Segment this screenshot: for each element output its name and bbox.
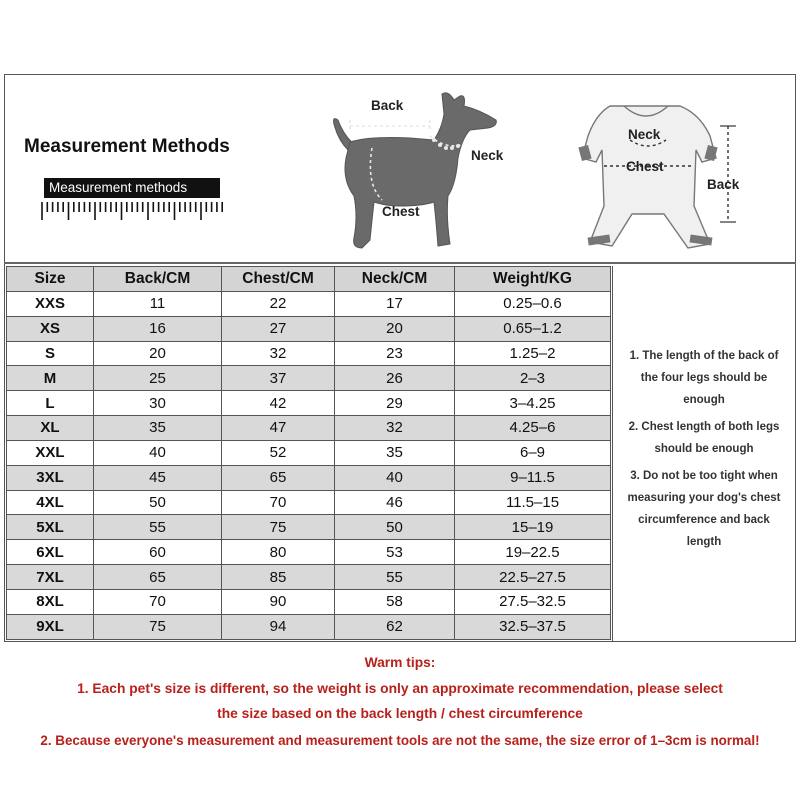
table-cell: 23	[335, 341, 455, 366]
table-cell: 75	[222, 515, 335, 540]
column-header: Chest/CM	[222, 267, 335, 292]
note-line: length	[686, 536, 722, 548]
table-cell: 40	[335, 465, 455, 490]
table-cell: 50	[335, 515, 455, 540]
table-cell: 17	[335, 291, 455, 316]
table-cell: 9–11.5	[455, 465, 611, 490]
table-cell: 53	[335, 540, 455, 565]
table-cell: 45	[94, 465, 222, 490]
table-cell: 3–4.25	[455, 391, 611, 416]
note-line: measuring your dog's chest	[627, 492, 781, 504]
table-cell: 40	[94, 440, 222, 465]
table-cell: 90	[222, 589, 335, 614]
shirt-measurement-diagram	[560, 96, 760, 256]
column-header: Weight/KG	[455, 267, 611, 292]
table-cell: 26	[335, 366, 455, 391]
table-cell: 4.25–6	[455, 416, 611, 441]
tips-line-1: 1. Each pet's size is different, so the weight is only an approximate recommendation, please select	[77, 681, 723, 696]
table-row	[7, 366, 611, 391]
table-cell: 32	[335, 416, 455, 441]
size-cell: 7XL	[7, 565, 94, 590]
table-cell: 80	[222, 540, 335, 565]
note-line: 3. Do not be too tight when	[630, 470, 778, 482]
note-1	[616, 345, 792, 411]
table-cell: 65	[94, 565, 222, 590]
table-row	[7, 391, 611, 416]
note-line: 2. Chest length of both legs	[628, 421, 780, 433]
size-cell: 3XL	[7, 465, 94, 490]
note-line: 1. The length of the back of	[629, 350, 779, 362]
table-row	[7, 440, 611, 465]
table-header-row	[7, 267, 611, 292]
table-cell: 19–22.5	[455, 540, 611, 565]
table-cell: 65	[222, 465, 335, 490]
table-cell: 22	[222, 291, 335, 316]
note-2	[616, 416, 792, 460]
table-cell: 22.5–27.5	[455, 565, 611, 590]
size-cell: XXL	[7, 440, 94, 465]
note-line: enough	[683, 394, 725, 406]
size-table	[6, 266, 611, 640]
size-cell: S	[7, 341, 94, 366]
size-cell: 8XL	[7, 589, 94, 614]
column-header: Back/CM	[94, 267, 222, 292]
table-cell: 20	[335, 316, 455, 341]
table-cell: 47	[222, 416, 335, 441]
ruler-ticks	[40, 176, 224, 222]
table-cell: 94	[222, 614, 335, 639]
table-cell: 27.5–32.5	[455, 589, 611, 614]
size-cell: XS	[7, 316, 94, 341]
table-cell: 16	[94, 316, 222, 341]
table-cell: 62	[335, 614, 455, 639]
shirt-neck-label: Neck	[628, 127, 661, 142]
size-cell: 9XL	[7, 614, 94, 639]
note-line: circumference and back	[638, 514, 770, 526]
table-row	[7, 540, 611, 565]
shirt-back-label: Back	[707, 177, 740, 192]
dog-back-label: Back	[371, 98, 404, 113]
table-cell: 85	[222, 565, 335, 590]
size-cell: XL	[7, 416, 94, 441]
dog-measurement-diagram	[330, 88, 515, 258]
table-cell: 37	[222, 366, 335, 391]
table-cell: 0.65–1.2	[455, 316, 611, 341]
table-cell: 75	[94, 614, 222, 639]
table-row	[7, 341, 611, 366]
table-cell: 1.25–2	[455, 341, 611, 366]
table-cell: 42	[222, 391, 335, 416]
page-title: Measurement Methods	[24, 136, 230, 157]
table-cell: 60	[94, 540, 222, 565]
table-row	[7, 465, 611, 490]
table-cell: 58	[335, 589, 455, 614]
table-cell: 20	[94, 341, 222, 366]
table-cell: 55	[335, 565, 455, 590]
note-line: the four legs should be	[640, 372, 768, 384]
size-cell: L	[7, 391, 94, 416]
table-cell: 0.25–0.6	[455, 291, 611, 316]
table-cell: 55	[94, 515, 222, 540]
table-cell: 27	[222, 316, 335, 341]
table-row	[7, 614, 611, 639]
table-cell: 70	[222, 490, 335, 515]
table-cell: 70	[94, 589, 222, 614]
table-cell: 52	[222, 440, 335, 465]
column-header: Size	[7, 267, 94, 292]
table-row	[7, 316, 611, 341]
table-cell: 35	[94, 416, 222, 441]
note-3	[616, 465, 792, 553]
size-cell: M	[7, 366, 94, 391]
size-cell: 6XL	[7, 540, 94, 565]
table-cell: 2–3	[455, 366, 611, 391]
tips-line-2: the size based on the back length / chest circumference	[217, 706, 583, 721]
dog-chest-label: Chest	[382, 204, 420, 219]
table-cell: 15–19	[455, 515, 611, 540]
column-header: Neck/CM	[335, 267, 455, 292]
tips-line-3: 2. Because everyone's measurement and measurement tools are not the same, the size error of 1–3cm is normal!	[40, 733, 760, 748]
table-cell: 46	[335, 490, 455, 515]
table-cell: 29	[335, 391, 455, 416]
table-cell: 11	[94, 291, 222, 316]
table-row	[7, 416, 611, 441]
table-cell: 25	[94, 366, 222, 391]
table-row	[7, 291, 611, 316]
table-row	[7, 565, 611, 590]
ruler-graphic	[40, 176, 224, 222]
size-cell: 5XL	[7, 515, 94, 540]
table-row	[7, 589, 611, 614]
table-row	[7, 490, 611, 515]
table-cell: 32.5–37.5	[455, 614, 611, 639]
frame-divider	[4, 262, 796, 264]
tips-heading: Warm tips:	[364, 655, 436, 670]
table-cell: 30	[94, 391, 222, 416]
dog-neck-label: Neck	[471, 148, 504, 163]
note-line: should be enough	[654, 443, 754, 455]
ruler-label: Measurement methods	[44, 178, 220, 198]
shirt-chest-label: Chest	[626, 159, 664, 174]
table-cell: 35	[335, 440, 455, 465]
table-cell: 50	[94, 490, 222, 515]
table-cell: 6–9	[455, 440, 611, 465]
table-cell: 11.5–15	[455, 490, 611, 515]
size-cell: XXS	[7, 291, 94, 316]
size-cell: 4XL	[7, 490, 94, 515]
table-cell: 32	[222, 341, 335, 366]
table-row	[7, 515, 611, 540]
